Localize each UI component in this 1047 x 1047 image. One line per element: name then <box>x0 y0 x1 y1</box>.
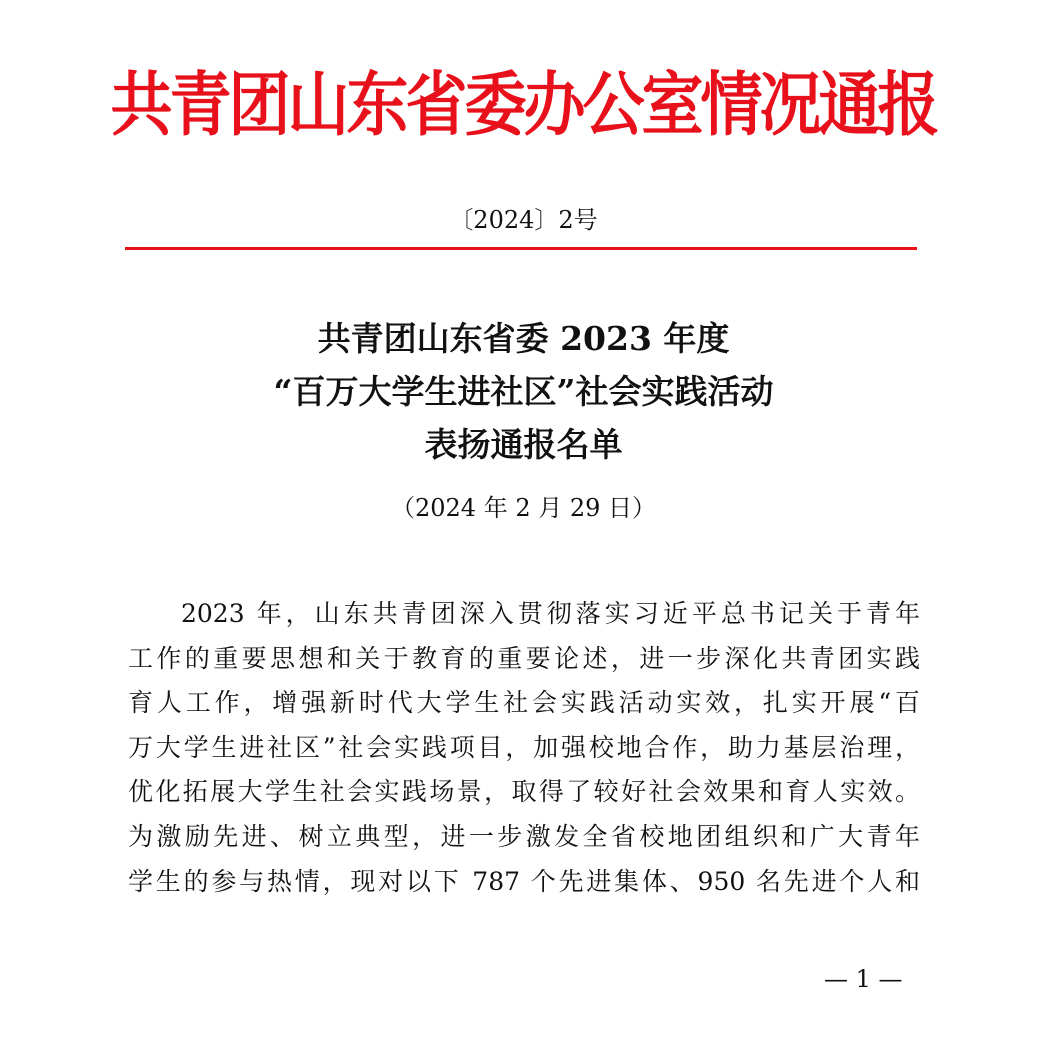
body-line-5: 优化拓展大学生社会实践场景，取得了较好社会效果和育人实效。 <box>128 777 920 807</box>
body-paragraph <box>128 592 920 904</box>
document-title <box>0 312 1047 471</box>
body-line-3: 育人工作，增强新时代大学生社会实践活动实效，扎实开展“百 <box>128 688 920 718</box>
red-divider-line <box>125 247 917 250</box>
title-line-2: “百万大学生进社区”社会实践活动 <box>273 372 774 411</box>
masthead-title: 共青团山东省委办公室情况通报 <box>110 63 937 146</box>
page-number: — 1 — <box>824 965 903 993</box>
title-line-1: 共青团山东省委 2023 年度 <box>317 319 730 358</box>
body-line-1: 2023 年，山东共青团深入贯彻落实习近平总书记关于青年 <box>181 599 920 628</box>
body-line-2: 工作的重要思想和关于教育的重要论述，进一步深化共青团实践 <box>128 643 920 673</box>
body-line-4: 万大学生进社区”社会实践项目，加强校地合作，助力基层治理， <box>128 732 920 762</box>
body-line-7: 学生的参与热情，现对以下 787 个先进集体、950 名先进个人和 <box>128 866 920 896</box>
document-number: 〔2024〕2号 <box>449 206 598 234</box>
title-line-3: 表扬通报名单 <box>424 425 623 464</box>
document-date: （2024 年 2 月 29 日） <box>390 494 657 522</box>
body-line-6: 为激励先进、树立典型，进一步激发全省校地团组织和广大青年 <box>128 821 920 851</box>
